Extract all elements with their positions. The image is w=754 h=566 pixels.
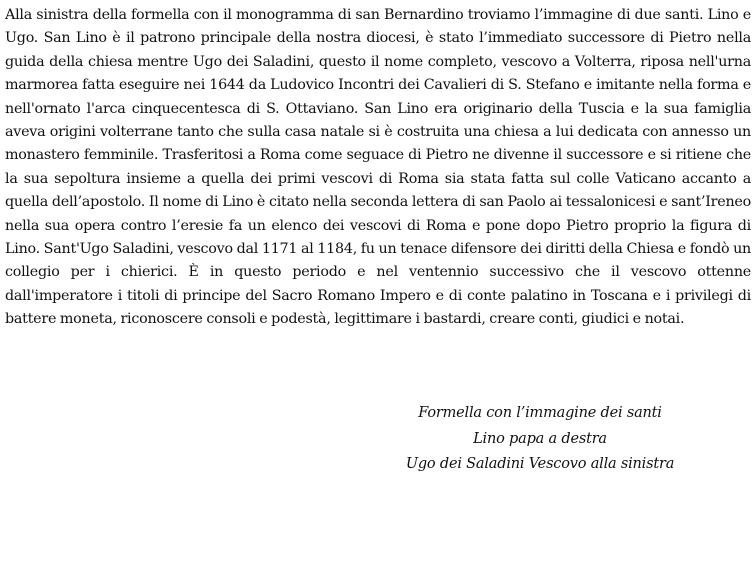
caption-line-1: Formella con l’immagine dei santi — [418, 405, 662, 421]
body-paragraph: Alla sinistra della formella con il monogramma di san Bernardino troviamo l’immagine di due santi. Lino e Ugo. San Lino è il patrono principale della nostra diocesi, è stato l’immediato successore di Pietro nella guida della chiesa mentre Ugo dei Saladini, questo il nome completo, vescovo a Volterra, riposa nell'urna marmorea fatta eseguire nei 1644 da Ludovico Incontri dei Cavalieri di S. Stefano e imitante nella forma e nell'ornato l'arca cinquecentesca di S. Ottaviano. San Lino era originario della Tuscia e la sua famiglia aveva origini volterrane tanto che sulla casa natale si è costruita una chiesa a lui dedicata con annesso un monastero femminile. Trasferitosi a Roma come seguace di Pietro ne divenne il successore e si ritiene che la sua sepoltura insieme a quella dei primi vescovi di Roma sia stata fatta sul colle Vaticano accanto a quella dell’apostolo. Il nome di Lino è citato nella seconda lettera di san Paolo ai tessalonicesi e sant’Ireneo nella sua opera contro l’eresie fa un elenco dei vescovi di Roma e pone dopo Pietro proprio la figura di Lino. Sant'Ugo Saladini, vescovo dal 1171 al 1184, fu un tenace difensore dei diritti della Chiesa e fondò un collegio per i chierici. È in questo periodo e nel ventennio successivo che il vescovo ottenne dall'imperatore i titoli di principe del Sacro Romano Impero e di conte palatino in Toscana e i privilegi di battere moneta, riconoscere consoli e podestà, legittimare i bastardi, creare conti, giudici e notai. — [5, 7, 751, 328]
caption-line-2: Lino papa a destra — [473, 430, 607, 447]
caption-line-3: Ugo dei Saladini Vescovo alla sinistra — [405, 456, 675, 472]
image-caption — [370, 401, 710, 478]
